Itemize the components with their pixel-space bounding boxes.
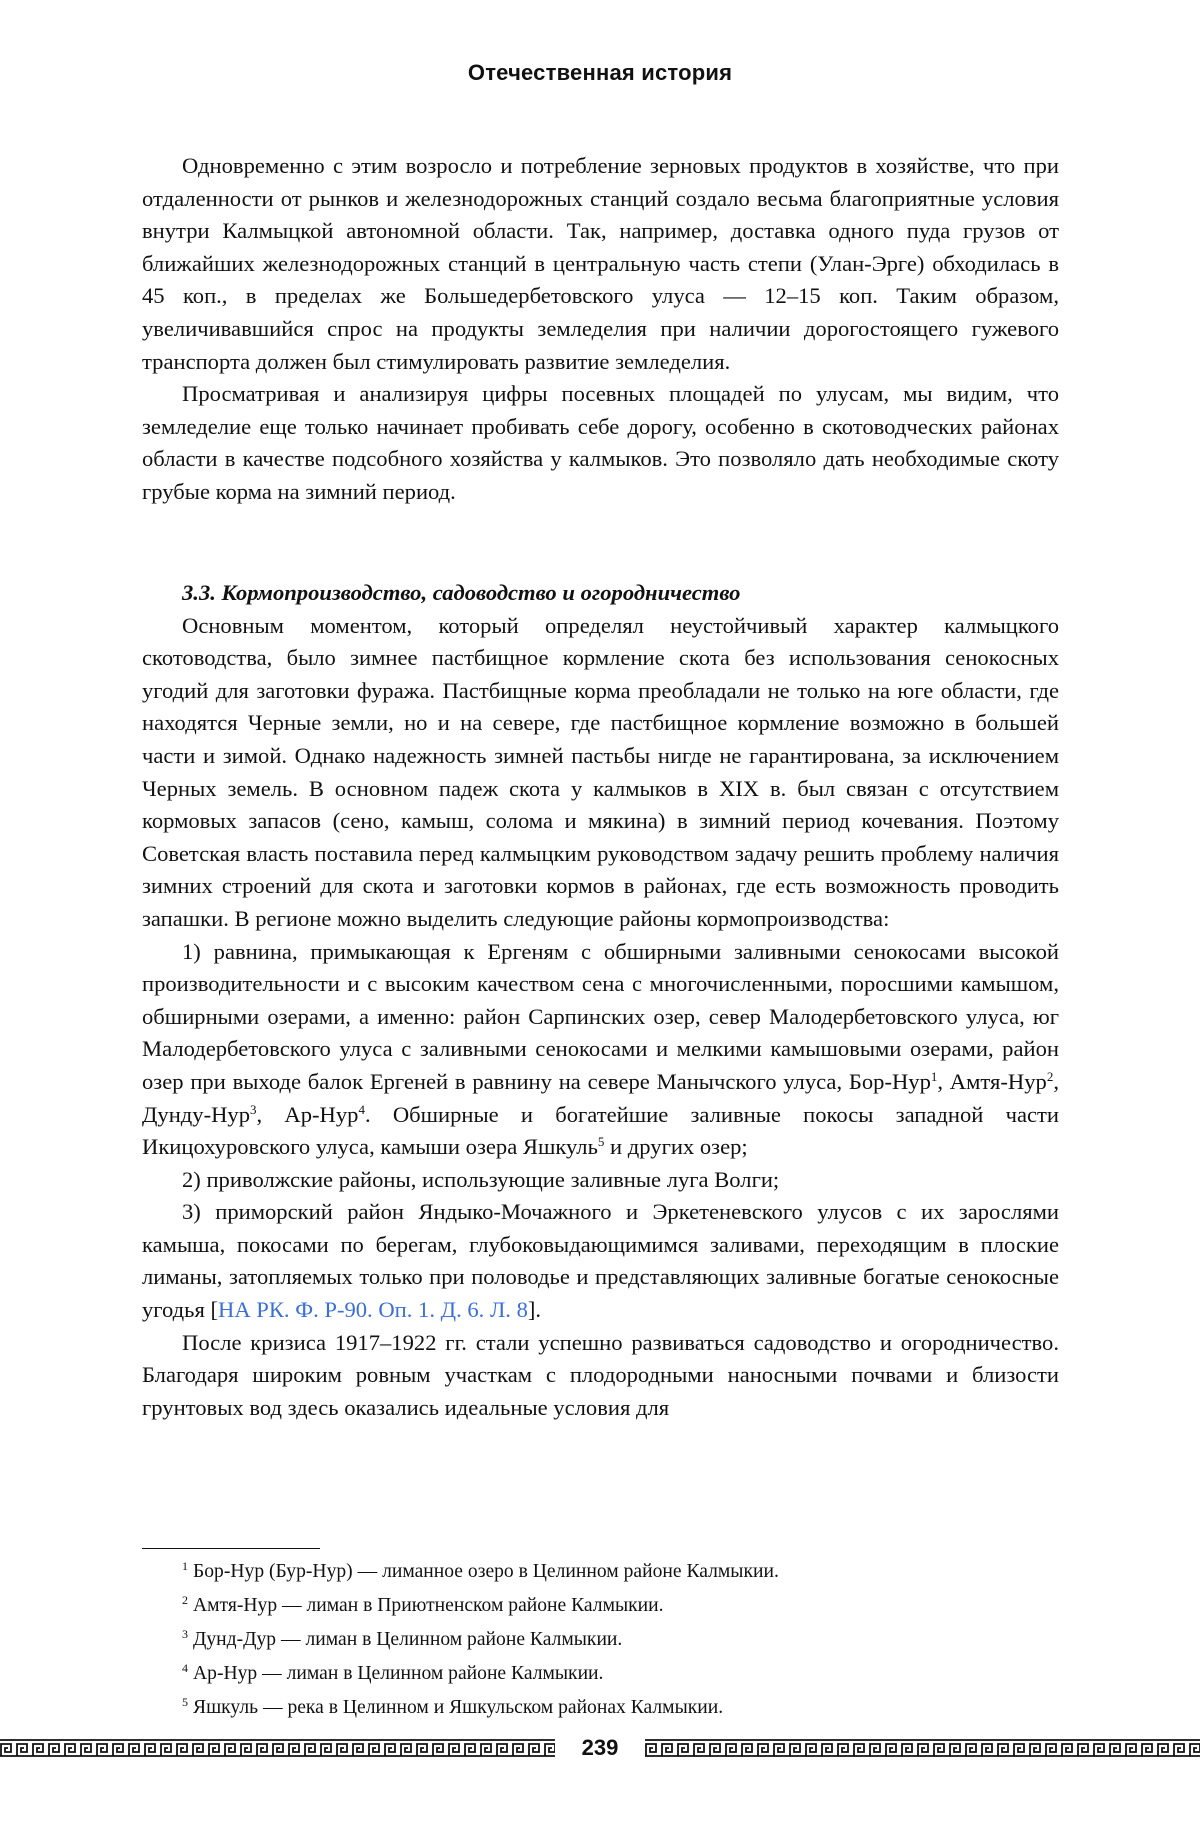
footnote: $^2$ Амтя-Нур — лиман в Приютненском районе Калмыкии. (182, 1593, 664, 1616)
footnote-ref[interactable]: 5 (597, 1134, 605, 1150)
list-item-3: 3) приморский район Яндыко-Мочажного и Эркетеневского улусов с их зарослями камыша, покосами по берегам, глубоковыдающимимся заливами, переходящим в плоские лиманы, затопляемых только при половодье и представляющих заливные богатые сенокосные угодья [НА РК. Ф. Р-90. Оп. 1. Д. 6. Л. 8]. (142, 1199, 1059, 1323)
footnote: $^4$ Ар-Нур — лиман в Целинном районе Калмыкии. (182, 1661, 604, 1684)
page-number: 239 (581, 1735, 619, 1760)
footnote: $^5$ Яшкуль — река в Целинном и Яшкульском районах Калмыкии. (182, 1695, 724, 1718)
footnote-divider (142, 1548, 320, 1549)
footnote-ref[interactable]: 1 (930, 1068, 938, 1084)
footnote-ref[interactable]: 3 (250, 1101, 257, 1117)
footnote-ref[interactable]: 4 (358, 1101, 365, 1117)
footnotes (182, 1555, 1042, 1725)
paragraph: Просматривая и анализируя цифры посевных площадей по улусам, мы видим, что земледелие еще только начинает пробивать себе дорогу, особенно в скотоводческих районах области в качестве подсобного хозяйства у калмыков. Это позволяло дать необходимые скоту грубые корма на зимний период. (142, 381, 1059, 504)
paragraph: Одновременно с этим возросло и потребление зерновых продуктов в хозяйстве, что при отдаленности от рынков и железнодорожных станций создало весьма благоприятные условия внутри Калмыцкой автономной области. Так, например, доставка одного пуда грузов от ближайших железнодорожных станций в центральную часть степи (Улан-Эрге) обходилась в 45 коп., в пределах же Большедербетовского улуса — 12–15 коп. Таким образом, увеличивавшийся спрос на продукты земледелия при наличии дорогостоящего гужевого транспорта должен был стимулировать развитие земледелия. (142, 153, 1059, 374)
text-block-top (142, 150, 1059, 509)
ornament-right (645, 1738, 1200, 1758)
running-head: Отечественная история (467, 60, 733, 85)
section-3-3 (142, 577, 1059, 1424)
list-item-2: 2) приволжские районы, использующие заливные луга Волги; (182, 1166, 780, 1192)
section-heading: 3.3. Кормопроизводство, садоводство и огородничество (182, 580, 741, 605)
footnote: $^1$ Бор-Нур (Бур-Нур) — лиманное озеро в Целинном районе Калмыкии. (182, 1559, 779, 1582)
ornament-left (0, 1738, 555, 1758)
archive-citation-link[interactable]: НА РК. Ф. Р-90. Оп. 1. Д. 6. Л. 8 (218, 1297, 528, 1323)
list-item-1: 1) равнина, примыкающая к Ергеням с обширными заливными сенокосами высокой производительности и с высоким качеством сена с многочисленными, поросшими камышом, обширными озерами, а именно: район Сарпинских озер, север Малодербетовского улуса, юг Малодербетовского улуса с заливными сенокосами и мелкими камышовыми озерами, район озер при выходе балок Ергеней в равнину на севере Манычского улуса, Бор-Нур$^1$, Амтя-Нур$^2$, Дунду-Нур$^3$, Ар-Нур$^4$. Обширные и богатейшие заливные покосы западной части Икицохуровского улуса, камыши озера Яшкуль$^5$ и других озер; (142, 938, 1059, 1160)
footnote: $^3$ Дунд-Дур — лиман в Целинном районе Калмыкии. (182, 1627, 623, 1650)
paragraph: После кризиса 1917–1922 гг. стали успешно развиваться садоводство и огородничество. Благодаря широким ровным участкам с плодородными наносными почвами и близости грунтовых вод здесь оказались идеальные условия для (142, 1329, 1059, 1420)
footnote-ref[interactable]: 2 (1046, 1068, 1054, 1084)
page-footer (0, 1735, 1200, 1763)
paragraph: Основным моментом, который определял неустойчивый характер калмыцкого скотоводства, было зимнее пастбищное кормление скота без использования сенокосных угодий для заготовки фуража. Пастбищные корма преобладали не только на юге области, где находятся Черные земли, но и на севере, где пастбищное кормление возможно в большей части и зимой. Однако надежность зимней пастьбы нигде не гарантирована, за исключением Черных земель. В основном падеж скота у калмыков в XIX в. был связан с отсутствием кормовых запасов (сено, камыш, солома и мякина) в зимний период кочевания. Поэтому Советская власть поставила перед калмыцким руководством задачу решить проблему наличия зимних строений для скота и заготовки кормов в районах, где есть возможность проводить запашки. В регионе можно выделить следующие районы кормопроизводства: (142, 612, 1059, 931)
